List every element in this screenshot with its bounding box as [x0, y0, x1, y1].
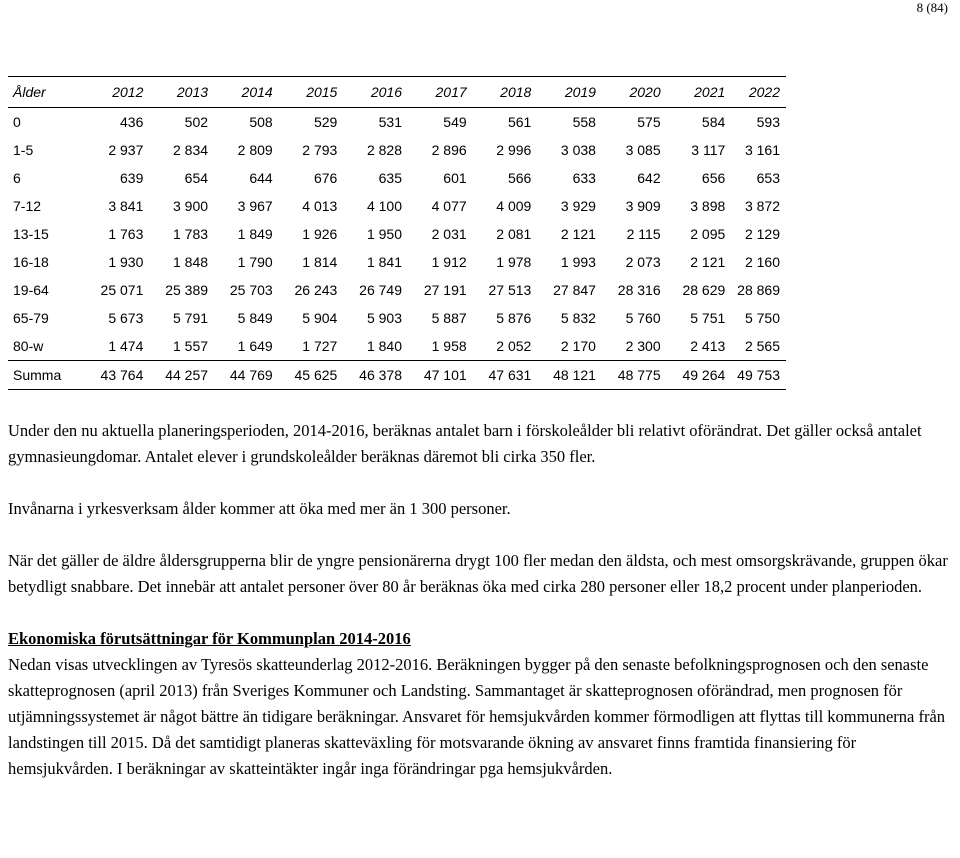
- table-cell: 2 809: [237, 142, 273, 158]
- row-label: 6: [13, 170, 21, 186]
- table-cell: 3 872: [744, 198, 780, 214]
- table-cell: 2 413: [661, 332, 726, 361]
- header-year: 2022: [725, 77, 786, 108]
- table-cell: 2 793: [302, 142, 338, 158]
- table-cell: 5 876: [496, 310, 532, 326]
- table-cell: 633: [572, 170, 596, 186]
- table-cell: 656: [701, 170, 726, 186]
- table-cell: 1 474: [79, 332, 144, 361]
- table-cell: 2 052: [467, 332, 532, 361]
- table-body: [8, 108, 786, 390]
- table-cell: 502: [184, 114, 209, 130]
- table-cell: 49 753: [725, 361, 786, 390]
- table-cell: 1 912: [431, 254, 467, 270]
- table-cell: 28 316: [617, 282, 661, 298]
- table-cell: 1 727: [273, 332, 338, 361]
- table-sum-row: [8, 361, 786, 390]
- table-cell: 4 077: [431, 198, 467, 214]
- table-cell: 2 095: [690, 226, 726, 242]
- table-cell: 531: [378, 114, 402, 130]
- table-cell: 5 673: [108, 310, 144, 326]
- table-cell: 566: [507, 170, 532, 186]
- table-cell: 2 160: [744, 254, 780, 270]
- table-row: [8, 304, 786, 332]
- table-cell: 27 847: [553, 282, 596, 298]
- table-cell: 2 121: [690, 254, 726, 270]
- table-header-row: [8, 77, 786, 108]
- table-row: [8, 192, 786, 220]
- table-cell: 558: [572, 114, 596, 130]
- table-cell: 25 071: [100, 282, 144, 298]
- table-cell: 2 896: [431, 142, 467, 158]
- table-cell: 2 170: [531, 332, 596, 361]
- table-cell: 575: [637, 114, 661, 130]
- table-cell: 1 958: [402, 332, 467, 361]
- table-cell: 1 814: [302, 254, 338, 270]
- table-cell: 5 849: [237, 310, 273, 326]
- table-cell: 1 841: [366, 254, 402, 270]
- population-table-container: [8, 76, 786, 390]
- table-cell: 47 631: [467, 361, 532, 390]
- table-cell: 45 625: [273, 361, 338, 390]
- table-row: [8, 332, 786, 361]
- table-cell: 5 751: [690, 310, 726, 326]
- table-cell: 3 161: [744, 142, 780, 158]
- table-cell: 529: [313, 114, 338, 130]
- table-cell: 2 121: [560, 226, 596, 242]
- table-row: [8, 164, 786, 192]
- header-year: 2013: [143, 77, 208, 108]
- table-cell: 25 703: [229, 282, 273, 298]
- table-cell: 1 930: [108, 254, 144, 270]
- header-year: 2019: [531, 77, 596, 108]
- paragraph-age-groups: Under den nu aktuella planeringsperioden, 2014-2016, beräknas antalet barn i förskoleålder bli relativt oförändrat. Det gäller också antalet gymnasieungdomar. Antalet elever i grundskoleålder beräknas däremot bli cirka 350 fler.: [8, 421, 922, 466]
- row-label: 7-12: [13, 198, 42, 214]
- table-cell: 4 013: [302, 198, 338, 214]
- table-cell: 1 993: [560, 254, 596, 270]
- table-cell: 26 243: [294, 282, 338, 298]
- table-cell: 3 085: [625, 142, 661, 158]
- table-cell: 1 783: [172, 226, 209, 242]
- table-cell: 1 978: [496, 254, 532, 270]
- table-cell: 5 791: [172, 310, 209, 326]
- table-cell: 49 264: [661, 361, 726, 390]
- table-cell: 5 750: [744, 310, 780, 326]
- table-cell: 2 996: [496, 142, 532, 158]
- table-cell: 1 849: [237, 226, 273, 242]
- table-cell: 48 121: [531, 361, 596, 390]
- paragraph-working-age: Invånarna i yrkesverksam ålder kommer att öka med mer än 1 300 personer.: [8, 499, 511, 518]
- table-cell: 44 769: [208, 361, 273, 390]
- header-year: 2016: [337, 77, 402, 108]
- table-cell: 653: [756, 170, 780, 186]
- table-cell: 2 115: [626, 226, 661, 242]
- table-cell: 1 926: [302, 226, 338, 242]
- page-number: 8 (84): [916, 0, 948, 15]
- table-cell: 26 749: [359, 282, 402, 298]
- row-label: Summa: [8, 361, 79, 390]
- paragraph-elderly: När det gäller de äldre åldersgrupperna blir de yngre pensionärerna drygt 100 fler medan den äldsta, och mest omsorgskrävande, gruppen ökar betydligt snabbare. Det innebär att antalet personer över 80 år beräknas öka med cirka 280 personer eller 18,2 procent under planperioden.: [8, 551, 948, 596]
- table-row: [8, 276, 786, 304]
- header-year: 2012: [79, 77, 144, 108]
- table-cell: 654: [184, 170, 209, 186]
- table-cell: 28 629: [682, 282, 726, 298]
- table-cell: 2 565: [725, 332, 786, 361]
- table-cell: 3 967: [237, 198, 273, 214]
- table-cell: 25 389: [165, 282, 209, 298]
- table-cell: 5 904: [302, 310, 338, 326]
- table-cell: 27 513: [488, 282, 532, 298]
- table-cell: 1 840: [337, 332, 402, 361]
- table-cell: 4 100: [366, 198, 402, 214]
- table-cell: 593: [756, 114, 780, 130]
- table-row: [8, 220, 786, 248]
- table-cell: 1 848: [172, 254, 209, 270]
- table-cell: 2 073: [625, 254, 661, 270]
- table-cell: 635: [378, 170, 402, 186]
- table-cell: 5 887: [431, 310, 467, 326]
- table-cell: 644: [249, 170, 273, 186]
- row-label: 80-w: [8, 332, 79, 361]
- header-age: Ålder: [8, 77, 79, 108]
- table-row: [8, 248, 786, 276]
- row-label: 0: [13, 114, 21, 130]
- row-label: 1-5: [13, 142, 34, 158]
- row-label: 16-18: [13, 254, 49, 270]
- table-row: [8, 136, 786, 164]
- header-year: 2020: [596, 77, 661, 108]
- row-label: 65-79: [13, 310, 49, 326]
- table-cell: 2 828: [366, 142, 402, 158]
- table-cell: 3 898: [690, 198, 726, 214]
- table-cell: 1 557: [143, 332, 208, 361]
- table-cell: 3 117: [691, 142, 726, 158]
- table-cell: 44 257: [143, 361, 208, 390]
- table-cell: 676: [313, 170, 338, 186]
- table-cell: 47 101: [402, 361, 467, 390]
- table-cell: 1 649: [208, 332, 273, 361]
- section-heading: Ekonomiska förutsättningar för Kommunplan 2014-2016: [8, 629, 411, 648]
- table-cell: 48 775: [596, 361, 661, 390]
- table-cell: 1 763: [108, 226, 144, 242]
- table-cell: 3 038: [560, 142, 596, 158]
- table-cell: 436: [120, 114, 144, 130]
- table-cell: 2 937: [108, 142, 144, 158]
- table-cell: 3 900: [172, 198, 209, 214]
- header-year: 2021: [661, 77, 726, 108]
- table-cell: 5 760: [625, 310, 661, 326]
- row-label: 19-64: [13, 282, 49, 298]
- population-table: [8, 77, 786, 390]
- header-year: 2014: [208, 77, 273, 108]
- table-cell: 642: [637, 170, 661, 186]
- table-cell: 508: [249, 114, 273, 130]
- table-row: [8, 108, 786, 137]
- table-cell: 43 764: [79, 361, 144, 390]
- table-cell: 2 031: [431, 226, 467, 242]
- table-cell: 3 841: [108, 198, 144, 214]
- table-cell: 601: [443, 170, 467, 186]
- header-year: 2015: [273, 77, 338, 108]
- table-cell: 549: [443, 114, 467, 130]
- table-cell: 46 378: [337, 361, 402, 390]
- table-cell: 1 950: [366, 226, 402, 242]
- table-cell: 2 081: [496, 226, 532, 242]
- table-cell: 561: [507, 114, 532, 130]
- body-text: [8, 418, 948, 782]
- table-cell: 639: [120, 170, 144, 186]
- table-cell: 2 300: [596, 332, 661, 361]
- row-label: 13-15: [13, 226, 49, 242]
- table-cell: 4 009: [496, 198, 532, 214]
- table-cell: 3 929: [560, 198, 596, 214]
- table-cell: 28 869: [737, 282, 780, 298]
- table-cell: 5 903: [366, 310, 402, 326]
- header-year: 2018: [467, 77, 532, 108]
- table-cell: 3 909: [625, 198, 661, 214]
- table-cell: 1 790: [237, 254, 273, 270]
- table-cell: 27 191: [423, 282, 467, 298]
- paragraph-economy: Nedan visas utvecklingen av Tyresös skatteunderlag 2012-2016. Beräkningen bygger på den senaste befolkningsprognosen och den senaste skatteprognosen (april 2013) från Sveriges Kommuner och Landsting. Sammantaget är skatteprognosen oförändrad, men prognosen för utjämningssystemet är något bättre än tidigare beräkningar. Ansvaret för hemsjukvården kommer förmodligen att flyttas till kommunerna från landstingen till 2015. Då det samtidigt planeras skatteväxling för motsvarande ökning av ansvaret finns framtida finansiering för hemsjukvården. I beräkningar av skatteintäkter ingår inga förändringar pga hemsjukvården.: [8, 655, 946, 778]
- table-cell: 5 832: [560, 310, 596, 326]
- header-year: 2017: [402, 77, 467, 108]
- table-cell: 2 834: [172, 142, 209, 158]
- table-cell: 2 129: [744, 226, 780, 242]
- table-cell: 584: [701, 114, 726, 130]
